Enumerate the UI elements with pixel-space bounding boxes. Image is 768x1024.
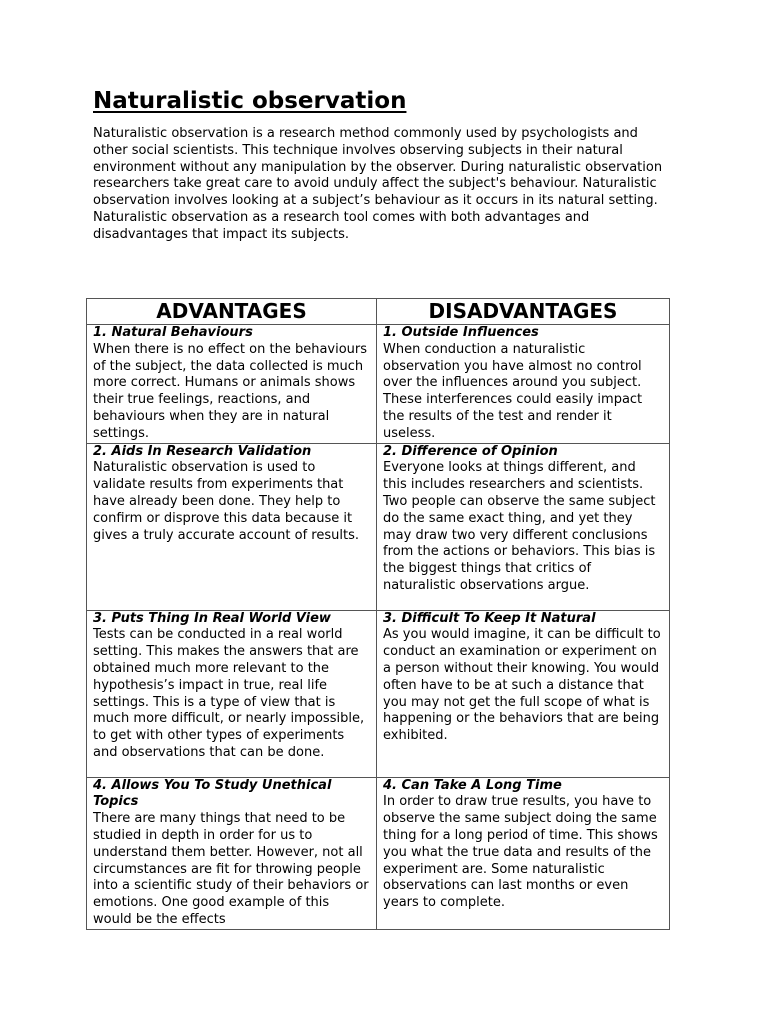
advantage-cell [87, 777, 377, 929]
table-header-row [87, 299, 670, 325]
page-title: Naturalistic observation [93, 88, 407, 114]
advantage-text: Tests can be conducted in a real world setting. This makes the answers that are obtained much more relevant to the hypothesis’s impact in true, real life settings. This is a type of view that is much more difficult, or nearly impossible, to get with other types of experiments and observations that can be done. [93, 627, 365, 760]
advantage-text: There are many things that need to be studied in depth in order for us to understand them better. However, not all circumstances are fit for throwing people into a scientific study of their behaviors or emotions. One good example of this would be the effects [93, 811, 369, 927]
disadvantage-heading: 3. Difficult To Keep It Natural [383, 610, 596, 626]
disadvantages-header: DISADVANTAGES [377, 299, 670, 325]
table-row [87, 610, 670, 777]
disadvantage-cell [377, 443, 670, 610]
disadvantage-heading: 1. Outside Influences [383, 325, 539, 340]
advantage-heading: 3. Puts Thing In Real World View [93, 610, 331, 626]
advantage-heading: 2. Aids In Research Validation [93, 443, 312, 459]
disadvantage-text: When conduction a naturalistic observation you have almost no control over the influences around you subject. These interferences could easily impact the results of the test and render it useless. [383, 341, 643, 441]
advantage-text: When there is no effect on the behaviours of the subject, the data collected is much more correct. Humans or animals shows their true feelings, reactions, and behaviours when they are in natural settings. [93, 341, 368, 441]
disadvantage-cell [377, 777, 670, 929]
disadvantage-cell [377, 325, 670, 444]
intro-paragraph: Naturalistic observation is a research method commonly used by psychologists and other social scientists. This technique involves observing subjects in their natural environment without any manipulation by the observer. During naturalistic observation researchers take great care to avoid unduly affect the subject's behaviour. Naturalistic observation involves looking at a subject’s behaviour as it occurs in its natural setting. Naturalistic observation as a research tool comes with both advantages and disadvantages that impact its subjects. [93, 126, 663, 242]
advantage-heading: 4. Allows You To Study Unethical Topics [93, 777, 332, 810]
table-row [87, 443, 670, 610]
disadvantage-text: In order to draw true results, you have to observe the same subject doing the same thing for a long period of time. This shows you what the true data and results of the experiment are. Some naturalistic observations can last months or even years to complete. [383, 794, 658, 911]
disadvantage-heading: 4. Can Take A Long Time [383, 777, 562, 793]
advantage-heading: 1. Natural Behaviours [93, 325, 253, 340]
advantage-text: Naturalistic observation is used to validate results from experiments that have already been done. They help to confirm or disprove this data because it gives a truly accurate account of results. [93, 460, 359, 543]
disadvantage-heading: 2. Difference of Opinion [383, 443, 558, 459]
advantage-cell [87, 325, 377, 444]
disadvantage-text: Everyone looks at things different, and this includes researchers and scientists. Two people can observe the same subject do the same exact thing, and yet they may draw two very different conclusions from the actions or behaviors. This bias is the biggest things that critics of naturalistic observations argue. [383, 460, 656, 593]
advantage-cell [87, 610, 377, 777]
table-row [87, 777, 670, 929]
table-row [87, 325, 670, 444]
disadvantage-cell [377, 610, 670, 777]
advantages-disadvantages-table [86, 298, 670, 930]
advantage-cell [87, 443, 377, 610]
advantages-header: ADVANTAGES [87, 299, 377, 325]
disadvantage-text: As you would imagine, it can be difficult to conduct an examination or experiment on a person without their knowing. You would often have to be at such a distance that you may not get the full scope of what is happening or the behaviors that are being exhibited. [383, 627, 661, 744]
